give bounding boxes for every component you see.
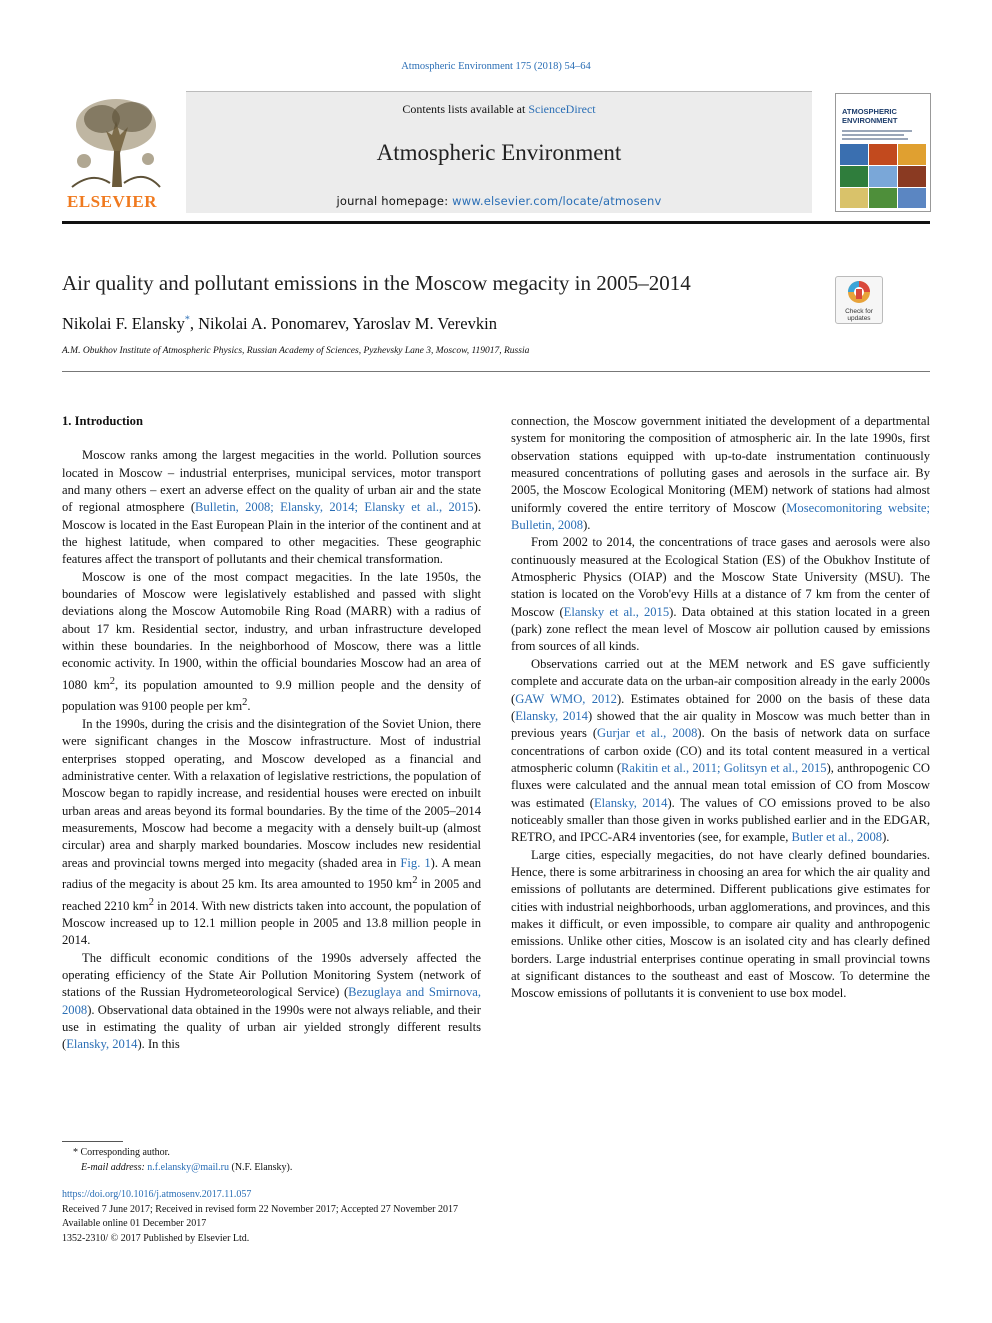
body-column-right	[511, 413, 930, 1003]
reference-link[interactable]: Bulletin, 2008; Elansky, 2014; Elansky et al., 2015	[195, 500, 474, 515]
check-updates-label: Check for updates	[845, 308, 873, 322]
reference-link[interactable]: Butler et al., 2008	[791, 830, 883, 845]
check-updates-icon	[836, 277, 882, 307]
section-heading-introduction: 1. Introduction	[62, 414, 143, 428]
elsevier-wordmark: ELSEVIER	[67, 192, 157, 211]
article-metadata	[62, 1188, 458, 1246]
corresponding-author-mark[interactable]: *	[184, 314, 190, 326]
reference-link[interactable]: Bezuglaya and Smirnova, 2008	[62, 985, 481, 1017]
author-elansky[interactable]: Nikolai F. Elansky	[62, 314, 185, 333]
title-rule	[62, 371, 930, 372]
footnote-rule	[62, 1141, 123, 1142]
article-title: Air quality and pollutant emissions in the Moscow megacity in 2005–2014	[62, 271, 691, 295]
corresponding-author-note: * Corresponding author.	[73, 1147, 170, 1158]
paragraph-3: In the 1990s, during the crisis and the disintegration of the Soviet Union, there were significant changes in the Moscow infrastructure. Most of industrial enterprises stopped operating, and Moscow developed as a financial and administrative center. With a relaxation of legislative restrictions, the population of Moscow began to rapidly increase, and residential houses were erected on inbuilt urban areas and areas beyond its formal boundaries. By the time of the 2005–2014 measurements, Moscow had become a megacity with a densely built-up (almost circular) area and sharply marked boundaries. Moscow includes new residential areas and provincial towns merged into megacity (shaded area in Fig. 1). A mean radius of the megacity is about 25 km. Its area amounted to 1950 $km^2$ in 2005 and reached 2210 $km^2$ in 2014. With new districts taken into account, the population of Moscow increased up to 12.1 million people in 2005 and 13.8 million people in 2014.	[62, 716, 481, 948]
check-for-updates-badge[interactable]	[835, 276, 883, 324]
other-authors: , Nikolai A. Ponomarev, Yaroslav M. Verevkin	[189, 314, 497, 333]
sciencedirect-link[interactable]: ScienceDirect	[528, 102, 596, 116]
journal-header-box	[186, 91, 812, 213]
paragraph-1: Moscow ranks among the largest megacities in the world. Pollution sources located in Moscow – industrial enterprises, municipal services, motor transport and many others – exert an adverse effect on the quality of urban air and the state of regional atmosphere (Bulletin, 2008; Elansky, 2014; Elansky et al., 2015). Moscow is located in the East European Plain in the interior of the continent and at the highest latitude, when compared to other megacities. These geographic features affect the transport of pollutants and their chemical transformation.	[62, 448, 481, 567]
cover-subtitle-lines	[842, 128, 922, 142]
journal-cover-thumbnail[interactable]	[835, 93, 931, 212]
paragraph-7: Large cities, especially megacities, do not have clearly defined boundaries. Hence, there is some arbitrariness in choosing an area for which the air quality and emissions of pollutants are determined. Different publications give estimates for cities with industrial neighborhoods, urban agglomerations, and provinces, and this makes it difficult, or even impossible, to compare air quality and anthropogenic emissions. Unlike other cities, Moscow is an isolated city and has clearly defined borders. Large industrial enterprises continue operating in small provincial towns at significant distances to the southeast and east of Moscow. To determine the Moscow emissions of pollutants it is convenient to use box model.	[511, 847, 931, 1001]
article-history: Received 7 June 2017; Received in revised form 22 November 2017; Accepted 27 November 2017	[62, 1203, 459, 1215]
body-column-left	[62, 413, 481, 1054]
reference-link[interactable]: Elansky, 2014	[66, 1037, 138, 1052]
cover-title: ATMOSPHERIC ENVIRONMENT	[842, 107, 898, 125]
journal-homepage: journal homepage: www.elsevier.com/locate/atmosenv	[336, 194, 662, 208]
paragraph-5: From 2002 to 2014, the concentrations of trace gases and aerosols were also continuously measured at the Ecological Station (ES) of the Obukhov Institute of Atmospheric Physics (OIAP) and the Moscow State University (MSU). The station is located on the Vorob'evy Hills at a distance of 7 km from the center of Moscow (Elansky et al., 2015). Data obtained at this station located in a green (park) zone reflect the mean level of Moscow air pollution caused by emissions from sources of all kinds.	[511, 535, 930, 654]
journal-title: Atmospheric Environment	[376, 140, 622, 165]
journal-homepage-link[interactable]: www.elsevier.com/locate/atmosenv	[452, 194, 662, 208]
author-email-link[interactable]: n.f.elansky@mail.ru	[147, 1161, 229, 1173]
footnotes	[62, 1146, 292, 1175]
reference-link[interactable]: Elansky, 2014	[515, 708, 588, 723]
copyright: 1352-2310/ © 2017 Published by Elsevier Ltd.	[62, 1232, 250, 1244]
journal-masthead	[62, 91, 930, 219]
paragraph-2: Moscow is one of the most compact megacities. In the late 1950s, the boundaries of Moscow were legislatively established and passed with slight deviations along the Moscow Automobile Ring Road (MARR) with a radius of about 17 km. Residential sector, industry, and urban infrastructure developed within these boundaries. In the neighborhood of Moscow, there was a little economic activity. In 1900, within the official boundaries Moscow had an area of 1080 $km^2$, its population amounted to 9.9 million people and the density of population was 9100 people per $km^2$.	[62, 569, 481, 714]
reference-link[interactable]: Mosecomonitoring website; Bulletin, 2008	[511, 500, 930, 533]
reference-link[interactable]: Elansky et al., 2015	[563, 604, 670, 619]
author-affiliation: A.M. Obukhov Institute of Atmospheric Physics, Russian Academy of Sciences, Pyzhevsky Lane 3, Moscow, 119017, Russia	[62, 346, 530, 356]
figure-link[interactable]: Fig. 1	[400, 855, 431, 870]
doi-link[interactable]: https://doi.org/10.1016/j.atmosenv.2017.11.057	[62, 1189, 252, 1200]
reference-link[interactable]: GAW WMO, 2012	[515, 691, 617, 706]
header-rule	[62, 221, 930, 224]
paragraph-4: The difficult economic conditions of the 1990s adversely affected the operating efficiency of the State Air Pollution Monitoring System (network of stations of the Russian Hydrometeorological Service) (Bezuglaya and Smirnova, 2008). Observational data obtained in the 1990s were not always reliable, and their use in estimating the quality of urban air yielded strongly different results (Elansky, 2014). In this	[62, 950, 481, 1052]
cover-photo-collage	[840, 144, 926, 208]
email-note: E-mail address: n.f.elansky@mail.ru (N.F. Elansky).	[81, 1161, 293, 1173]
paragraph-4-continued: connection, the Moscow government initiated the development of a departmental system for monitoring the composition of atmospheric air. In the late 1990s, first observation stations equipped with up-to-date instrumentation continuously measured concentrations of polluting gases and aerosols in the surface air. By 2005, the Moscow Ecological Monitoring (MEM) network of stations had almost uniformly covered the entire territory of Moscow (Mosecomonitoring website; Bulletin, 2008).	[511, 414, 930, 533]
reference-link[interactable]: Rakitin et al., 2011; Golitsyn et al., 2015	[621, 760, 827, 775]
available-online: Available online 01 December 2017	[62, 1218, 207, 1229]
elsevier-tree-logo	[62, 91, 172, 216]
paragraph-6: Observations carried out at the MEM network and ES gave sufficiently complete and accurate data on the urban-air composition already in the early 2000s (GAW WMO, 2012). Estimates obtained for 2000 on the basis of these data (Elansky, 2014) showed that the air quality in Moscow was much better than in previous years (Gurjar et al., 2008). On the basis of network data on surface concentrations of carbon oxide (CO) and its total content measured in a vertical atmospheric column (Rakitin et al., 2011; Golitsyn et al., 2015), anthropogenic CO fluxes were calculated and the annual mean total emission of CO from Moscow was estimated (Elansky, 2014). The values of CO emissions proved to be also noticeably smaller than those given in works published earlier and in the EDGAR, RETRO, and IPCC-AR4 inventories (see, for example, Butler et al., 2008).	[511, 656, 930, 845]
author-list	[62, 314, 497, 334]
journal-citation[interactable]: Atmospheric Environment 175 (2018) 54–64	[401, 61, 591, 72]
reference-link[interactable]: Elansky, 2014	[593, 795, 668, 810]
reference-link[interactable]: Gurjar et al., 2008	[597, 726, 698, 741]
contents-line: Contents lists available at ScienceDirect	[402, 102, 596, 116]
